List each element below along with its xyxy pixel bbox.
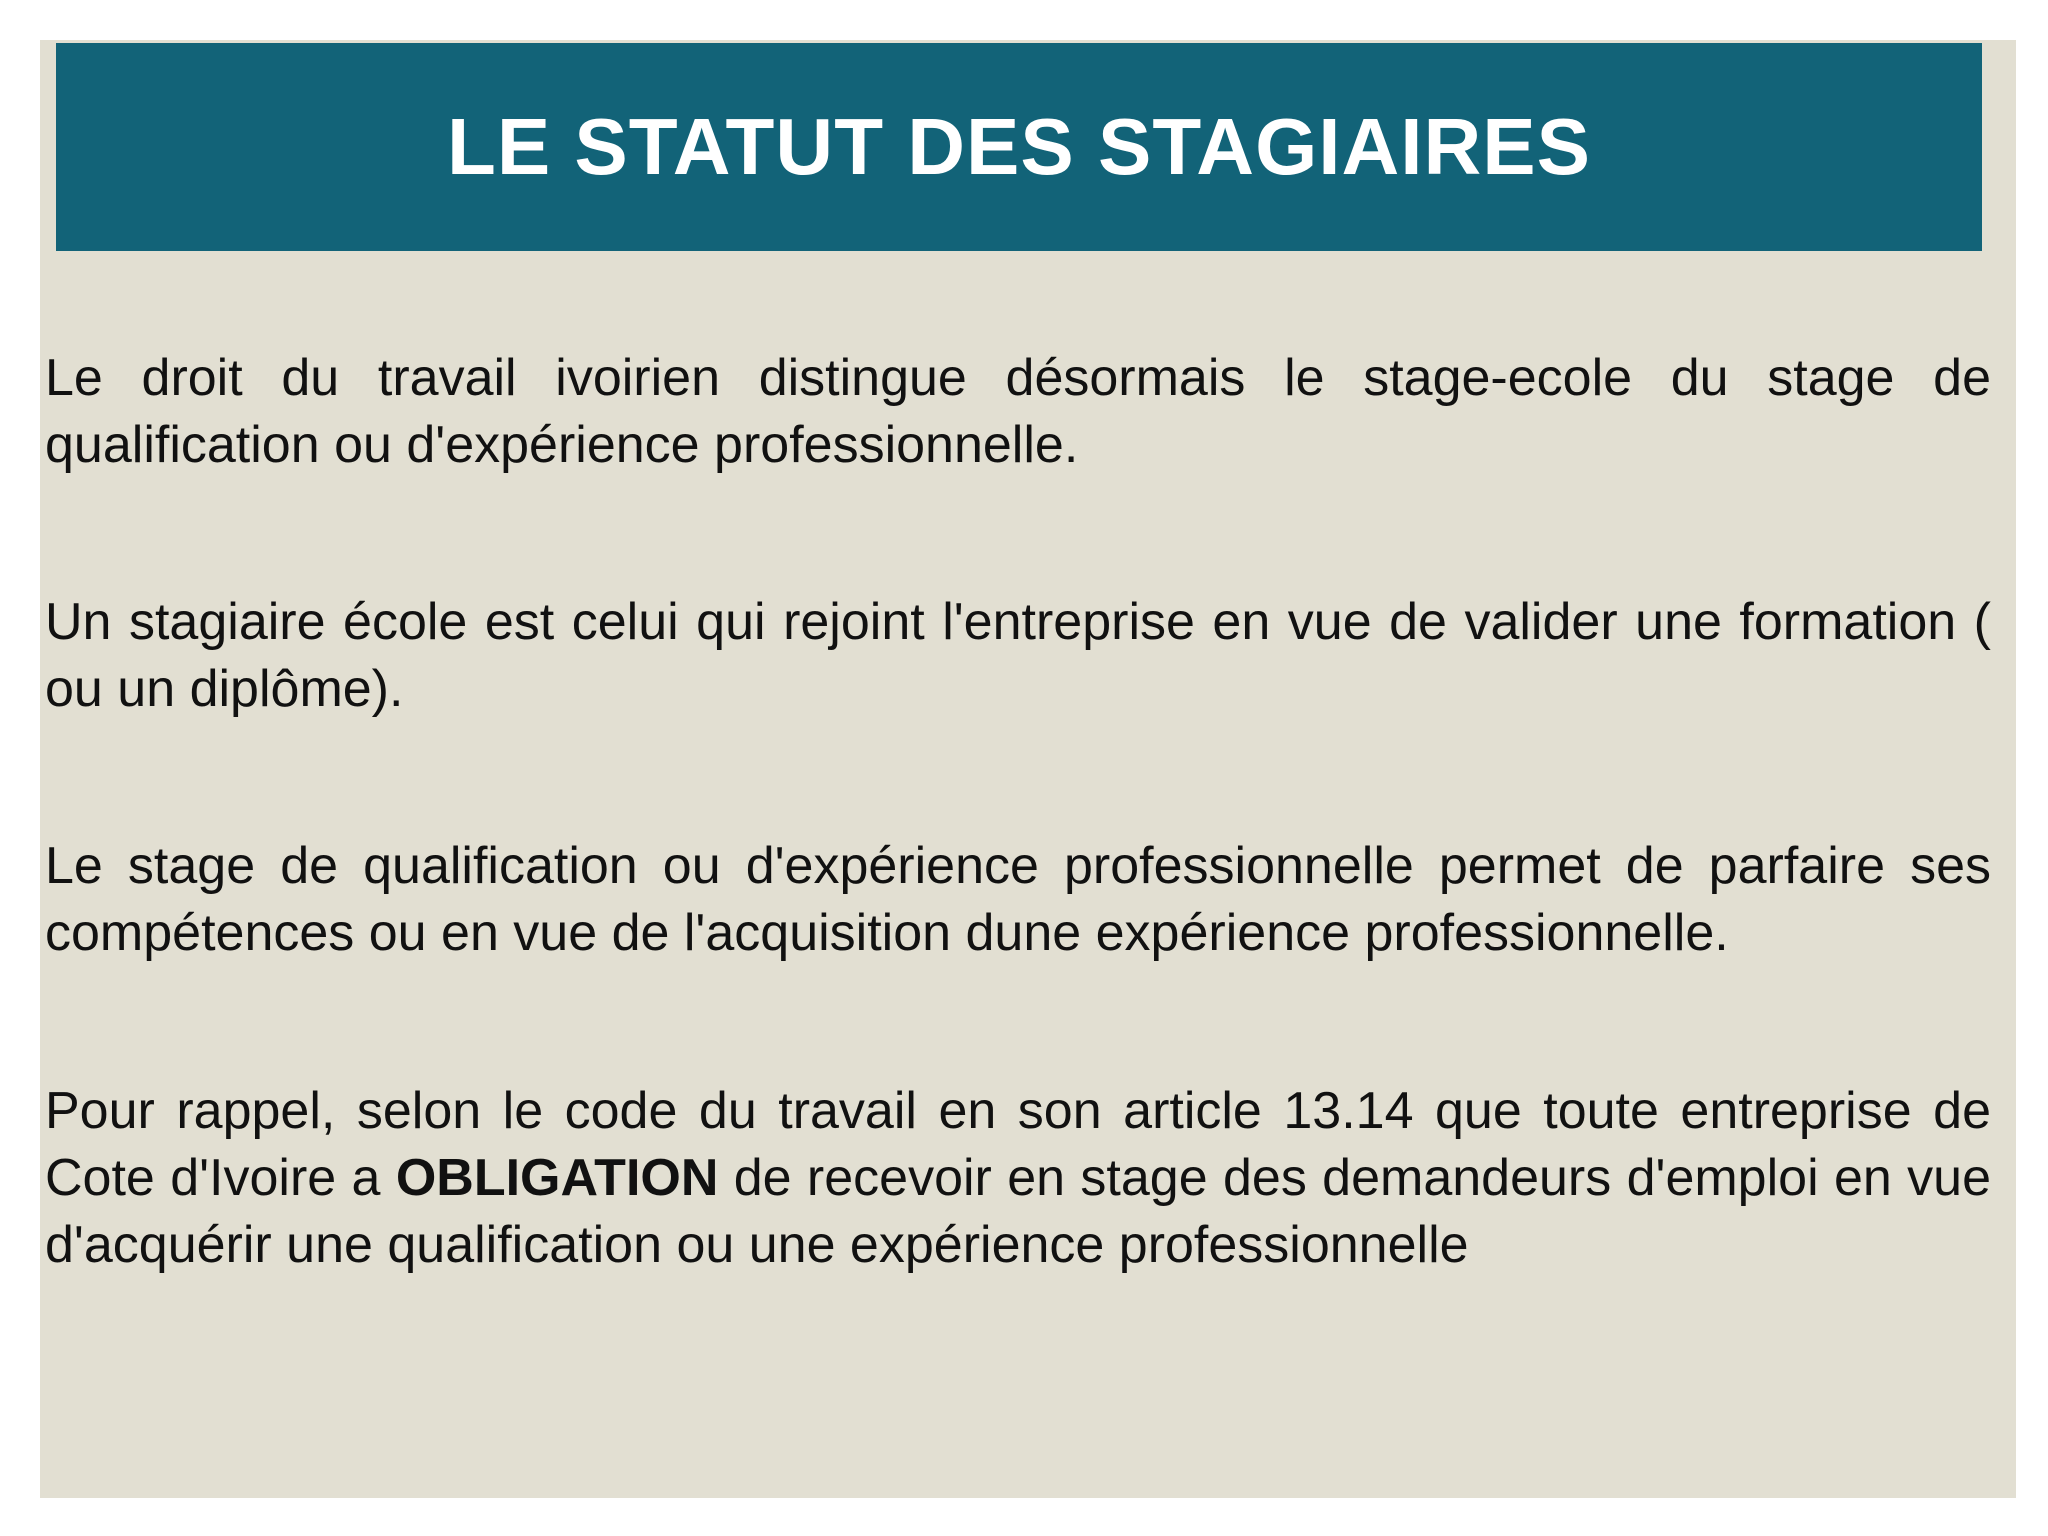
slide-title: LE STATUT DES STAGIAIRES — [446, 102, 1592, 191]
paragraph-obligation-before: Pour rappel, selon le code du travail en son article 13.14 que toute entreprise de Cote d'Ivoire a — [45, 1082, 1991, 1207]
slide — [40, 40, 2016, 1498]
paragraph-stage-distinction: Le droit du travail ivoirien distingue désormais le stage-ecole du stage de qualification ou d'expérience professionnelle. — [45, 349, 1991, 474]
title-banner — [56, 43, 1982, 251]
obligation-emphasis: OBLIGATION — [395, 1149, 719, 1207]
paragraph-obligation-after: de recevoir en stage des demandeurs d'emploi en vue d'acquérir une qualification ou une expérience professionnelle — [45, 1149, 1992, 1274]
paragraph-stagiaire-ecole: Un stagiaire école est celui qui rejoint l'entreprise en vue de valider une formation ( ou un diplôme). — [45, 593, 1991, 718]
paragraph-obligation-reminder — [45, 1078, 1991, 1279]
paragraph-stage-qualification: Le stage de qualification ou d'expérience professionnelle permet de parfaire ses compétences ou en vue de l'acquisition dune expérience professionnelle. — [45, 837, 1991, 962]
